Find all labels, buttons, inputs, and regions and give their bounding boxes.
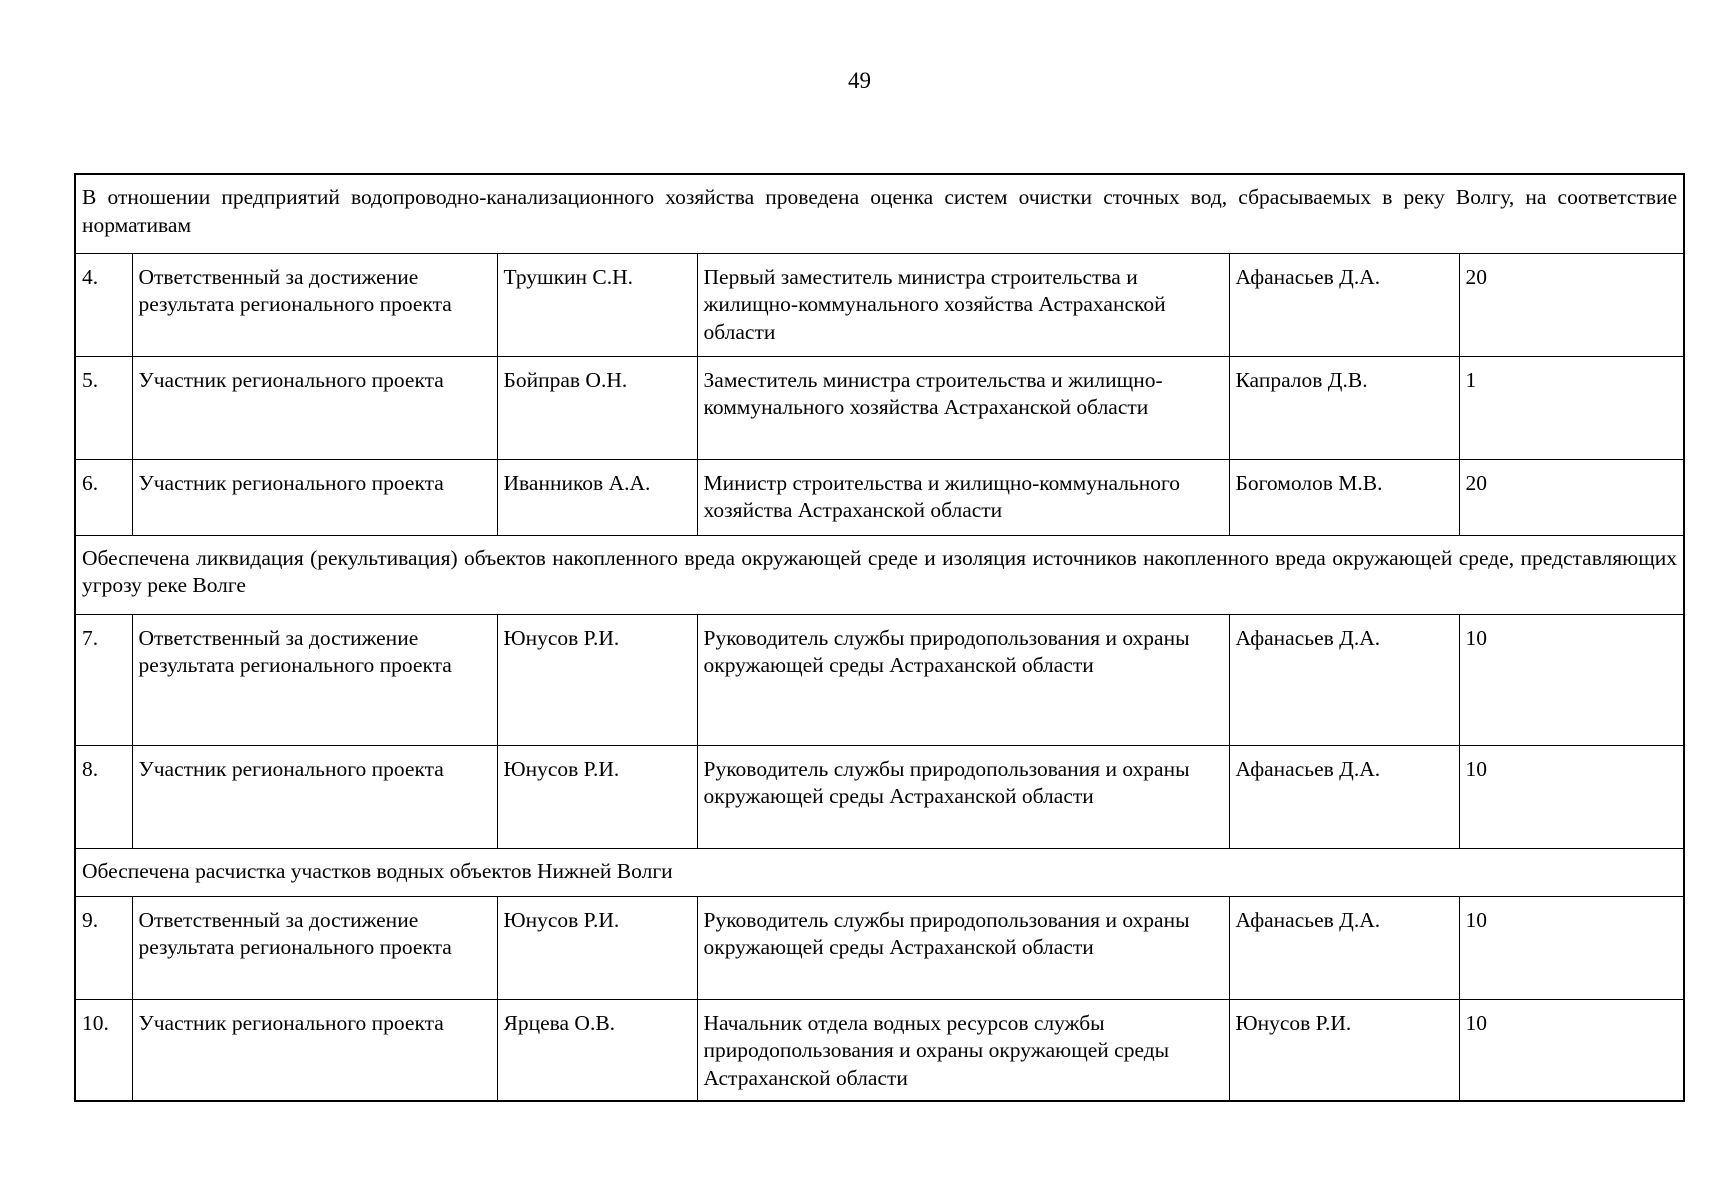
person-position: Начальник отдела водных ресурсов службы природопользования и охраны окружающей среды Астраханской области <box>697 999 1229 1101</box>
table-row <box>75 896 1684 999</box>
project-role: Участник регионального проекта <box>132 356 497 459</box>
workload-value: 1 <box>1459 356 1684 459</box>
section-heading: Обеспечена расчистка участков водных объектов Нижней Волги <box>75 848 1684 896</box>
row-number: 8. <box>75 745 132 848</box>
table-row <box>75 356 1684 459</box>
person-name: Трушкин С.Н. <box>497 253 697 356</box>
person-name: Юнусов Р.И. <box>497 614 697 745</box>
person-position: Министр строительства и жилищно-коммунального хозяйства Астраханской области <box>697 459 1229 535</box>
row-number: 5. <box>75 356 132 459</box>
project-role: Участник регионального проекта <box>132 459 497 535</box>
direct-supervisor: Афанасьев Д.А. <box>1229 896 1459 999</box>
row-number: 4. <box>75 253 132 356</box>
direct-supervisor: Юнусов Р.И. <box>1229 999 1459 1101</box>
direct-supervisor: Богомолов М.В. <box>1229 459 1459 535</box>
workload-value: 20 <box>1459 459 1684 535</box>
responsibility-table <box>74 173 1685 1102</box>
page-number: 49 <box>848 68 871 93</box>
workload-value: 10 <box>1459 999 1684 1101</box>
workload-value: 20 <box>1459 253 1684 356</box>
person-position: Руководитель службы природопользования и охраны окружающей среды Астраханской области <box>697 896 1229 999</box>
table-row <box>75 253 1684 356</box>
table-row <box>75 614 1684 745</box>
person-position: Первый заместитель министра строительства и жилищно-коммунального хозяйства Астраханской области <box>697 253 1229 356</box>
workload-value: 10 <box>1459 896 1684 999</box>
person-position: Заместитель министра строительства и жилищно-коммунального хозяйства Астраханской области <box>697 356 1229 459</box>
project-role: Ответственный за достижение результата регионального проекта <box>132 253 497 356</box>
section-heading: Обеспечена ликвидация (рекультивация) объектов накопленного вреда окружающей среде и изоляция источников накопленного вреда окружающей среде, представляющих угрозу реке Волге <box>75 535 1684 614</box>
direct-supervisor: Афанасьев Д.А. <box>1229 745 1459 848</box>
person-position: Руководитель службы природопользования и охраны окружающей среды Астраханской области <box>697 745 1229 848</box>
table-row <box>75 459 1684 535</box>
person-name: Юнусов Р.И. <box>497 896 697 999</box>
workload-value: 10 <box>1459 614 1684 745</box>
row-number: 10. <box>75 999 132 1101</box>
project-role: Ответственный за достижение результата регионального проекта <box>132 614 497 745</box>
direct-supervisor: Афанасьев Д.А. <box>1229 253 1459 356</box>
row-number: 9. <box>75 896 132 999</box>
project-role: Участник регионального проекта <box>132 745 497 848</box>
row-number: 6. <box>75 459 132 535</box>
person-position: Руководитель службы природопользования и охраны окружающей среды Астраханской области <box>697 614 1229 745</box>
direct-supervisor: Капралов Д.В. <box>1229 356 1459 459</box>
project-role: Участник регионального проекта <box>132 999 497 1101</box>
project-role: Ответственный за достижение результата регионального проекта <box>132 896 497 999</box>
table-row <box>75 999 1684 1101</box>
section-heading-row <box>75 848 1684 896</box>
section-heading: В отношении предприятий водопроводно-канализационного хозяйства проведена оценка систем очистки сточных вод, сбрасываемых в реку Волгу, на соответствие нормативам <box>75 174 1684 253</box>
direct-supervisor: Афанасьев Д.А. <box>1229 614 1459 745</box>
person-name: Ярцева О.В. <box>497 999 697 1101</box>
table-row <box>75 745 1684 848</box>
workload-value: 10 <box>1459 745 1684 848</box>
section-heading-row <box>75 174 1684 253</box>
row-number: 7. <box>75 614 132 745</box>
person-name: Иванников А.А. <box>497 459 697 535</box>
section-heading-row <box>75 535 1684 614</box>
person-name: Юнусов Р.И. <box>497 745 697 848</box>
person-name: Бойправ О.Н. <box>497 356 697 459</box>
